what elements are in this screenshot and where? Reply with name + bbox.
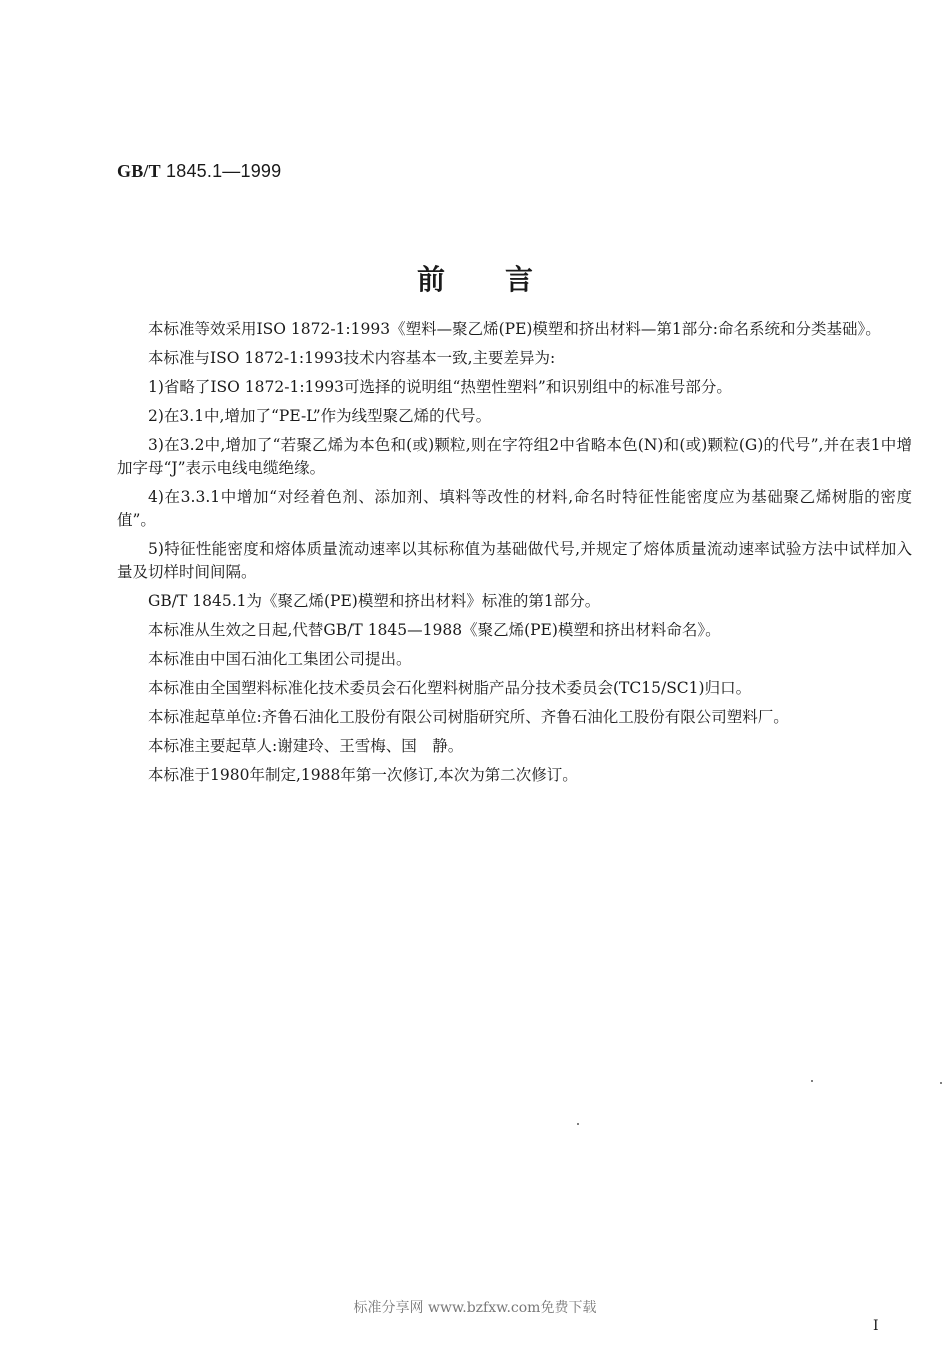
paragraph: 本标准从生效之日起,代替GB/T 1845—1988《聚乙烯(PE)模塑和挤出材料命名》。 [148,621,721,639]
watermark: 标准分享网 www.bzfxw.com免费下载 [353,1300,597,1316]
standard-number-header [117,161,281,182]
scan-speck [811,1080,813,1082]
paragraph: 本标准由中国石油化工集团公司提出。 [148,650,412,668]
paragraph: 3)在3.2中,增加了“若聚乙烯为本色和(或)颗粒,则在字符组2中省略本色(N)和(或)颗粒(G)的代号”,并在表1中增加字母“J”表示电线电缆绝缘。 [117,436,912,477]
paragraph: GB/T 1845.1为《聚乙烯(PE)模塑和挤出材料》标准的第1部分。 [148,592,601,610]
paragraph: 本标准起草单位:齐鲁石油化工股份有限公司树脂研究所、齐鲁石油化工股份有限公司塑料厂。 [148,708,789,726]
paragraph: 2)在3.1中,增加了“PE-L”作为线型聚乙烯的代号。 [148,407,492,425]
page-title: 前言 [416,263,593,296]
paragraph: 1)省略了ISO 1872-1:1993可选择的说明组“热塑性塑料”和识别组中的标准号部分。 [148,378,732,396]
standard-prefix: GB/T [117,161,161,181]
scan-speck [940,1082,942,1084]
paragraph: 本标准等效采用ISO 1872-1:1993《塑料—聚乙烯(PE)模塑和挤出材料—第1部分:命名系统和分类基础》。 [148,320,881,338]
scan-speck [577,1123,579,1125]
paragraph: 5)特征性能密度和熔体质量流动速率以其标称值为基础做代号,并规定了熔体质量流动速率试验方法中试样加入量及切样时间间隔。 [117,540,912,581]
foreword-body [117,318,912,793]
standard-number: 1845.1—1999 [166,161,282,181]
paragraph: 4)在3.3.1中增加“对经着色剂、添加剂、填料等改性的材料,命名时特征性能密度应为基础聚乙烯树脂的密度值”。 [117,488,912,529]
paragraph: 本标准与ISO 1872-1:1993技术内容基本一致,主要差异为: [148,349,556,367]
page-number: I [873,1318,879,1334]
paragraph: 本标准由全国塑料标准化技术委员会石化塑料树脂产品分技术委员会(TC15/SC1)归口。 [148,679,752,697]
paragraph: 本标准主要起草人:谢建玲、王雪梅、国 静。 [148,737,464,755]
paragraph: 本标准于1980年制定,1988年第一次修订,本次为第二次修订。 [148,766,578,784]
